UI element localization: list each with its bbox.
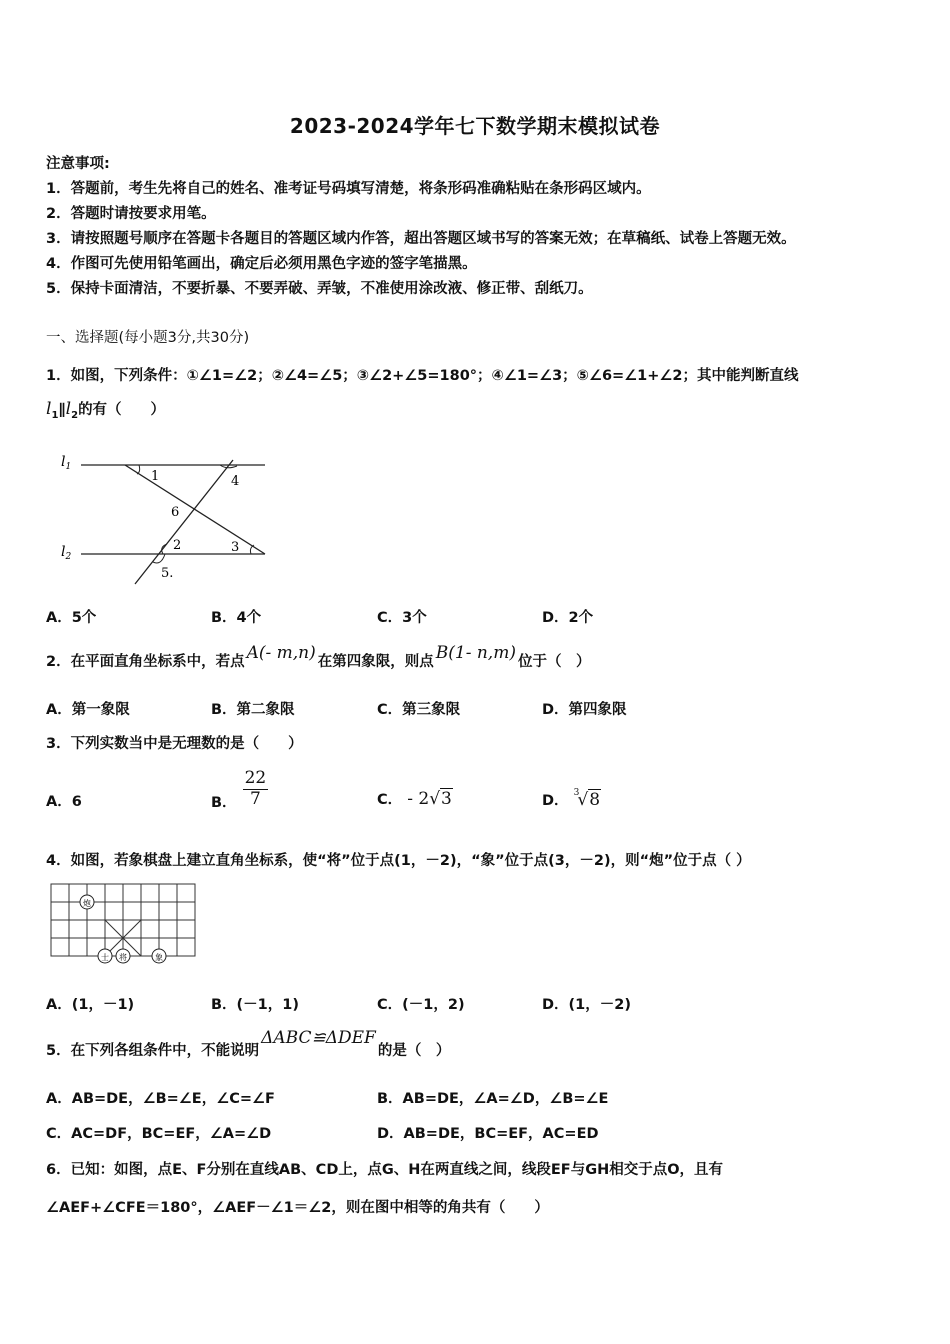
label-l1: $l_1$ (61, 454, 72, 472)
q3-option-a-label: A． (46, 794, 72, 810)
q1-l2: l (65, 399, 72, 419)
q4-option-a[interactable]: A．(1，－1) (46, 997, 135, 1013)
q3-option-a[interactable] (46, 790, 82, 811)
q3-fraction-den: 7 (249, 788, 261, 809)
q1-sub2: 2 (71, 409, 79, 421)
notice-item-4: 4．作图可先使用铅笔画出，确定后必须用黑色字迹的签字笔描黑。 (46, 256, 477, 272)
piece-xiang-label: 象 (155, 953, 163, 962)
label-angle-4: 4 (231, 474, 240, 489)
q3-option-a-value: 6 (71, 794, 82, 810)
notice-item-1: 1．答题前，考生先将自己的姓名、准考证号码填写清楚，将条形码准确粘贴在条形码区域内。 (46, 181, 651, 197)
q1-stem-line2 (46, 398, 165, 421)
q3-fraction-num: 22 (244, 767, 267, 788)
q2-point-a: A(- m,n) (246, 643, 316, 663)
notice-item-5: 5．保持卡面清洁，不要折暴、不要弄破、弄皱，不准使用涂改液、修正带、刮纸刀。 (46, 281, 593, 297)
label-angle-5: 5. (161, 566, 174, 581)
q3-option-c-coef: - 2 (407, 789, 430, 809)
q5-stem (46, 1026, 450, 1062)
section-heading: 一、选择题(每小题3分,共30分) (46, 330, 250, 346)
q3-option-d-index: 3 (573, 788, 580, 798)
q3-stem: 3．下列实数当中是无理数的是（ ） (46, 736, 303, 752)
q1-option-d[interactable]: D．2个 (542, 610, 594, 626)
q5-option-a[interactable]: A．AB=DE，∠B=∠E，∠C=∠F (46, 1091, 275, 1107)
transversal-1 (125, 465, 265, 554)
q2-option-c[interactable]: C．第三象限 (377, 702, 461, 718)
notice-heading: 注意事项: (46, 156, 110, 172)
q5-option-c[interactable]: C．AC=DF，BC=EF，∠A=∠D (46, 1126, 272, 1142)
q5-option-d[interactable]: D．AB=DE，BC=EF，AC=ED (377, 1126, 599, 1142)
q3-option-d-root-sign: √ (577, 790, 589, 810)
q2-mid: 在第四象限，则点 (317, 653, 434, 670)
piece-pao-label: 炮 (83, 899, 91, 908)
q2-stem (46, 644, 590, 676)
q2-option-d[interactable]: D．第四象限 (542, 702, 627, 718)
label-angle-2: 2 (173, 538, 182, 553)
q4-chessboard (49, 882, 199, 968)
q4-option-b[interactable]: B．(－1，1) (211, 997, 299, 1013)
q2-suffix: 位于（ ） (517, 653, 591, 670)
q2-prefix: 2．在平面直角坐标系中，若点 (46, 653, 245, 670)
q2-point-b: B(1- n,m) (435, 643, 516, 663)
page-title: 2023-2024学年七下数学期末模拟试卷 (289, 114, 661, 138)
q5-option-b[interactable]: B．AB=DE，∠A=∠D，∠B=∠E (377, 1091, 609, 1107)
q3-option-d-expr (574, 790, 601, 810)
q1-tail: 的有（ ） (78, 402, 166, 418)
q4-option-d[interactable]: D．(1，－2) (542, 997, 631, 1013)
notice-item-2: 2．答题时请按要求用笔。 (46, 206, 216, 222)
q2-option-a[interactable]: A．第一象限 (46, 702, 130, 718)
q3-option-c-root-sign: √ (429, 789, 441, 809)
q1-parallel: ∥ (58, 402, 66, 418)
piece-shi-label: 士 (101, 953, 109, 962)
q4-stem: 4．如图，若象棋盘上建立直角坐标系，使“将”位于点(1，－2)，“象”位于点(3，－2)，则“炮”位于点（ ） (46, 853, 751, 869)
q5-suffix: 的是（ ） (377, 1042, 451, 1059)
q3-option-c-radicand: 3 (441, 789, 452, 809)
label-l2: $l_2$ (61, 544, 72, 562)
q3-option-c[interactable] (377, 788, 453, 809)
label-angle-1: 1 (151, 469, 160, 484)
q1-stem: 1．如图，下列条件：①∠1=∠2；②∠4=∠5；③∠2+∠5=180°；④∠1=∠3；⑤∠6=∠1+∠2；其中能判断直线 (46, 368, 799, 384)
label-angle-6: 6 (171, 505, 180, 520)
q3-option-b[interactable] (211, 764, 268, 814)
notice-item-3: 3．请按照题号顺序在答题卡各题目的答题区域内作答，超出答题区域书写的答案无效；在草稿纸、试卷上答题无效。 (46, 231, 796, 247)
q1-figure (55, 448, 275, 588)
q3-option-c-label: C． (377, 792, 403, 808)
piece-jiang-label: 将 (119, 953, 127, 962)
q1-option-a[interactable]: A．5个 (46, 610, 97, 626)
transversal-2 (135, 460, 233, 584)
q3-option-d[interactable] (542, 788, 601, 810)
q1-sub1: 1 (51, 409, 59, 421)
q5-expr: ΔABC≌ΔDEF (261, 1028, 376, 1048)
q1-option-c[interactable]: C．3个 (377, 610, 427, 626)
q3-fraction (243, 769, 269, 809)
q6-stem-line2: ∠AEF+∠CFE＝180°，∠AEF－∠1＝∠2，则在图中相等的角共有（ ） (46, 1200, 549, 1216)
q3-option-c-expr (407, 788, 453, 809)
q3-option-b-label: B． (211, 794, 237, 811)
q3-option-d-radicand: 8 (589, 790, 601, 810)
q1-l1: l (46, 399, 52, 419)
q3-option-d-label: D． (542, 793, 569, 809)
q1-option-b[interactable]: B．4个 (211, 610, 262, 626)
q2-option-b[interactable]: B．第二象限 (211, 702, 295, 718)
q6-stem-line1: 6．已知：如图，点E、F分别在直线AB、CD上，点G、H在两直线之间，线段EF与GH相交于点O，且有 (46, 1162, 724, 1178)
label-angle-3: 3 (231, 540, 240, 555)
q4-option-c[interactable]: C．(－1，2) (377, 997, 465, 1013)
q5-prefix: 5．在下列各组条件中，不能说明 (46, 1042, 260, 1059)
